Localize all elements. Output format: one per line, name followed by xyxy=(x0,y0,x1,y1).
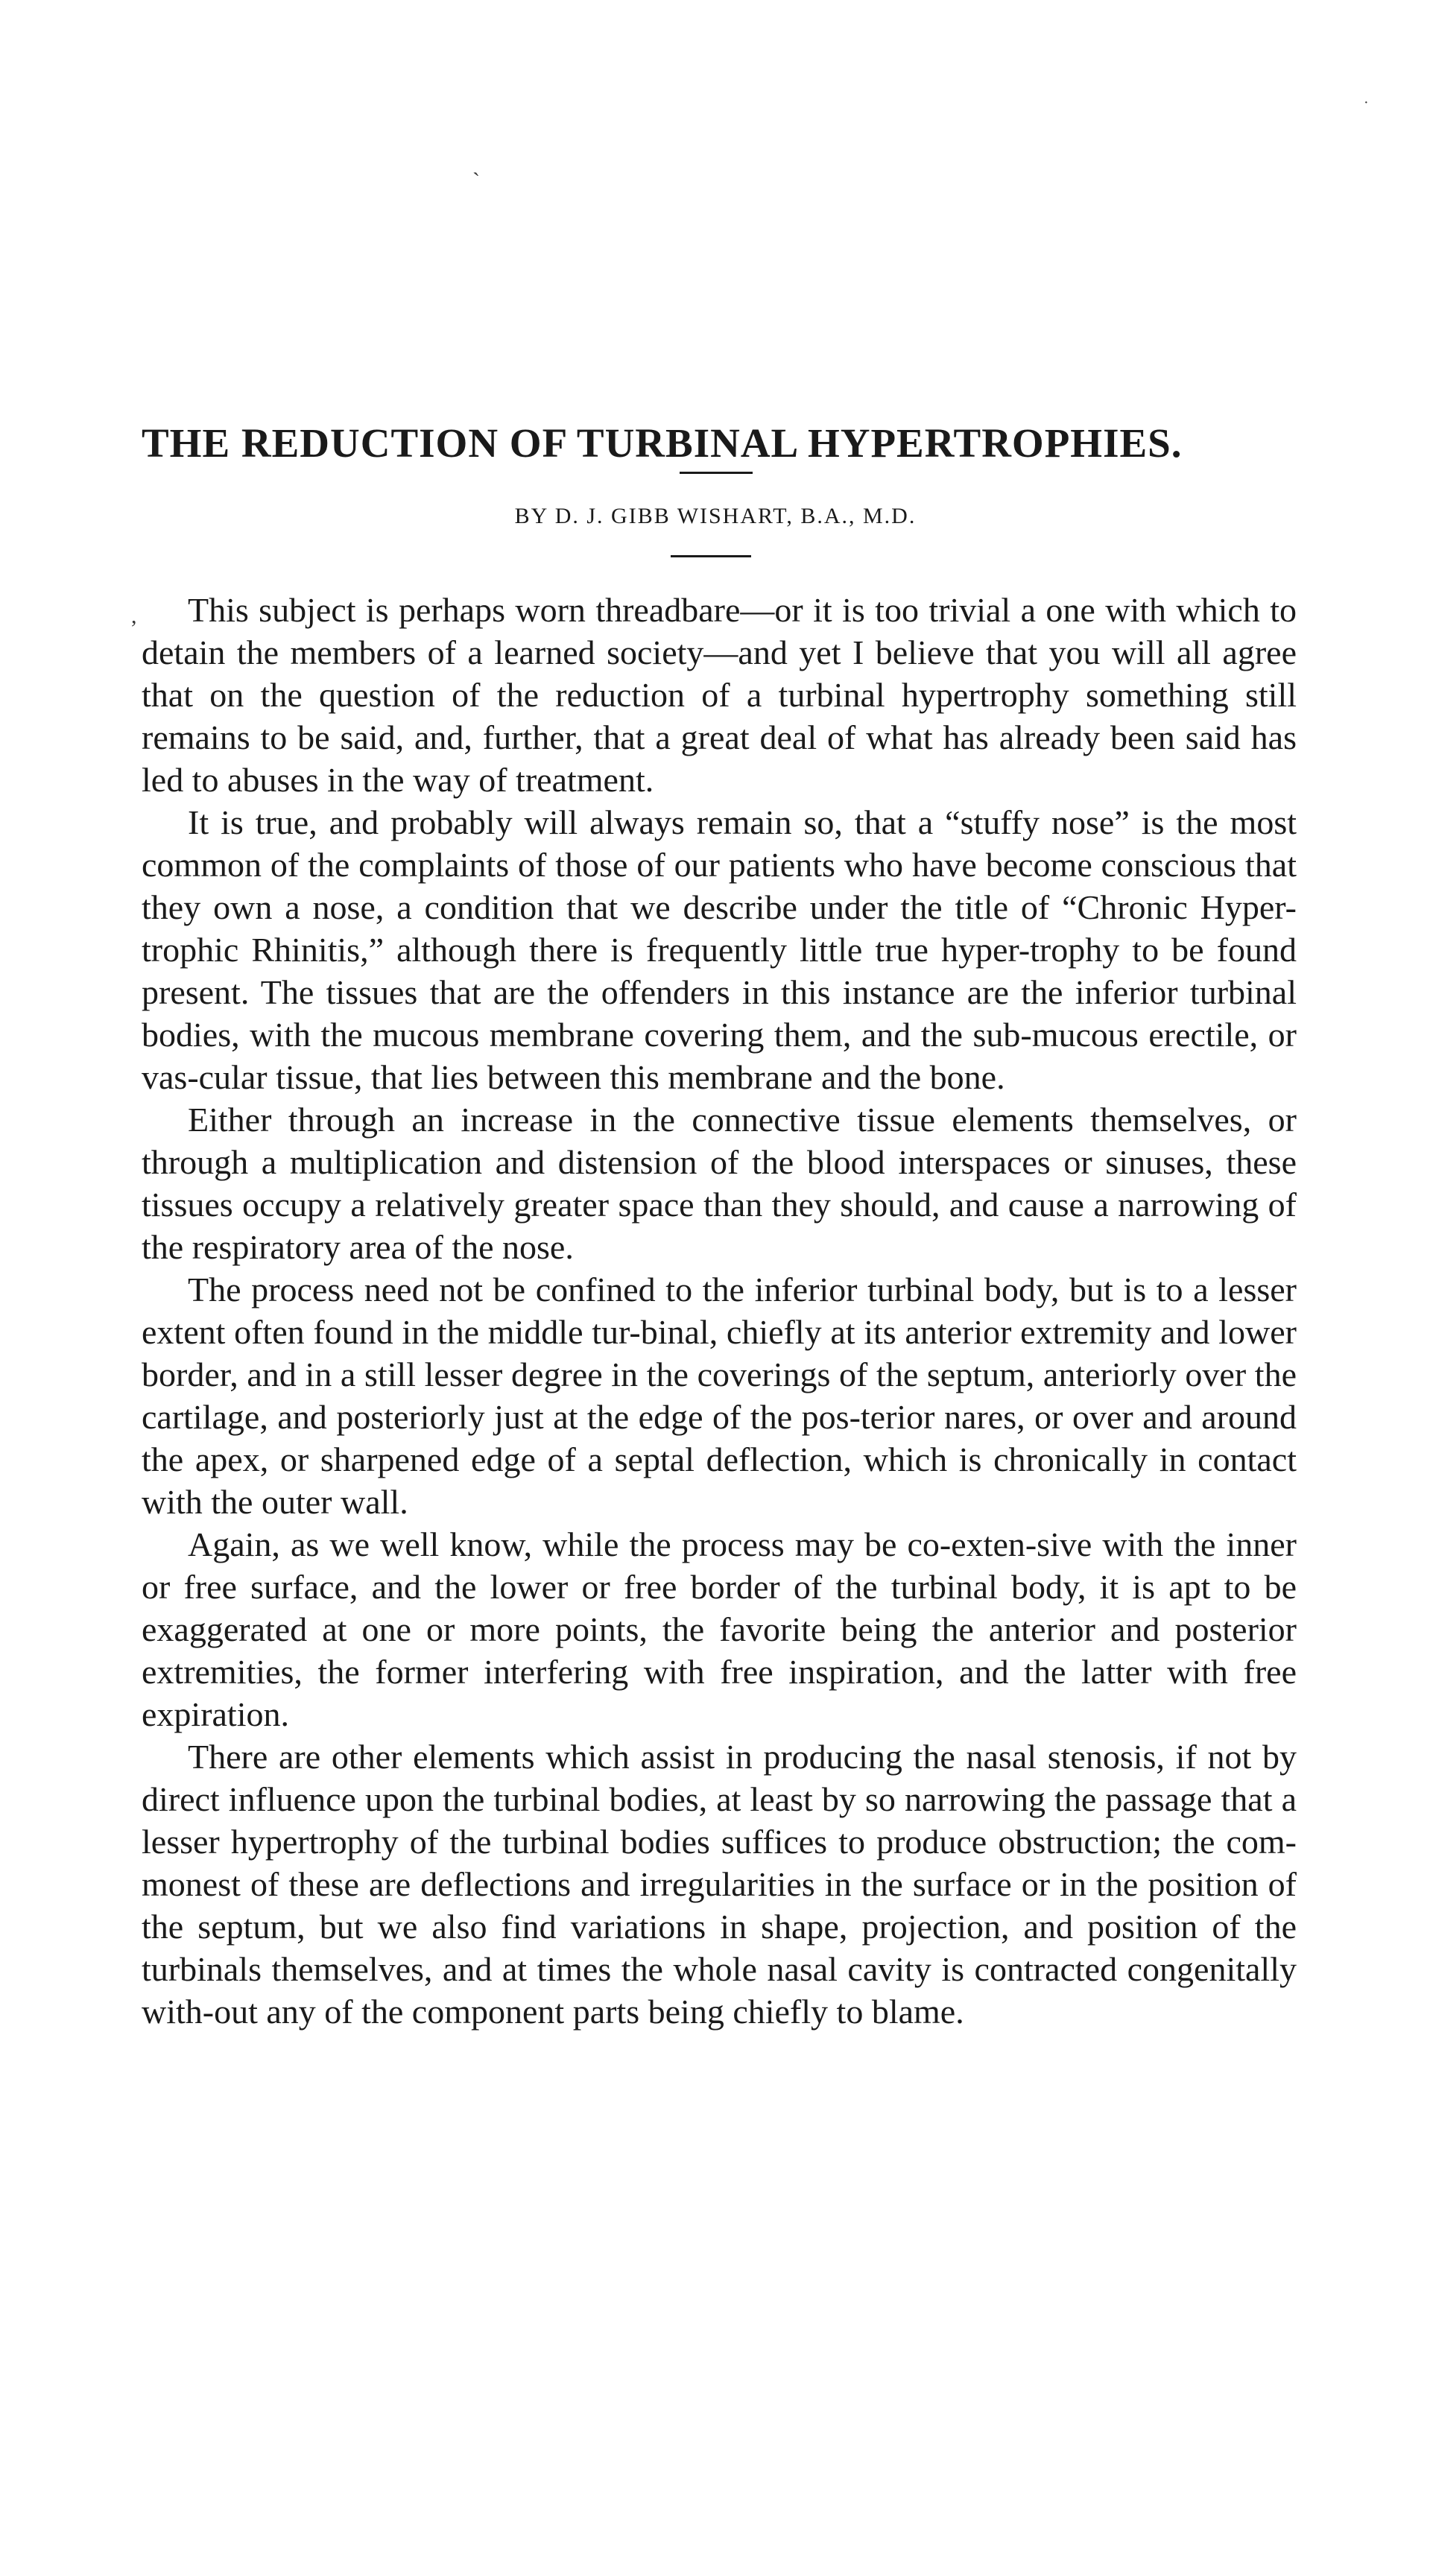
byline-rule xyxy=(671,555,751,557)
margin-tick: , xyxy=(131,604,137,628)
stray-mark: · xyxy=(1364,95,1369,111)
paragraph-3: Either through an increase in the connective tissue elements themselves, or through a multiplication and distension of the blood interspaces or sinuses, these tissues occupy a relatively greater space than they should, and cause a narrowing of the respiratory area of the nose. xyxy=(142,1101,1297,1266)
stray-mark: ` xyxy=(472,168,480,193)
paragraph-4: The process need not be confined to the inferior turbinal body, but is to a lesser extent often found in the middle tur-binal, chiefly at its anterior extremity and lower border, and in a still lesser degree in the coverings of the septum, anteriorly over the cartilage, and posteriorly just at the edge of the pos-terior nares, or over and around the apex, or sharpened edge of a septal deflection, which is chronically in contact with the outer wall. xyxy=(142,1270,1297,1521)
paragraph-1: This subject is perhaps worn threadbare—or it is too trivial a one with which to detain the members of a learned society—and yet I believe that you will all agree that on the question of the reduction of a turbinal hypertrophy something still remains to be said, and, further, that a great deal of what has already been said has led to abuses in the way of treatment. xyxy=(142,591,1297,799)
paragraph-6: There are other elements which assist in producing the nasal stenosis, if not by direct influence upon the turbinal bodies, at least by so narrowing the passage that a lesser hypertrophy of the turbinal bodies suffices to produce obstruction; the com-monest of these are deflections and irregularities in the surface or in the position of the septum, but we also find variations in shape, projection, and position of the turbinals themselves, and at times the whole nasal cavity is contracted congenitally with-out any of the component parts being chiefly to blame. xyxy=(142,1738,1297,2031)
article-title: THE REDUCTION OF TURBINAL HYPERTROPHIES. xyxy=(142,420,1183,466)
title-rule xyxy=(680,472,753,474)
article-body xyxy=(142,589,1297,2033)
paragraph-2: It is true, and probably will always remain so, that a “stuffy nose” is the most common of the complaints of those of our patients who have become conscious that they own a nose, a condition that we describe under the title of “Chronic Hyper-trophic Rhinitis,” although there is frequently little true hyper-trophy to be found present. The tissues that are the offenders in this instance are the inferior turbinal bodies, with the mucous membrane covering them, and the sub-mucous erectile, or vas-cular tissue, that lies between this membrane and the bone. xyxy=(142,803,1297,1096)
author-byline: BY D. J. GIBB WISHART, B.A., M.D. xyxy=(514,504,917,528)
paragraph-5: Again, as we well know, while the process may be co-exten-sive with the inner or free surface, and the lower or free border of the turbinal body, it is apt to be exaggerated at one or more points, the favorite being the anterior and posterior extremities, the former interfering with free inspiration, and the latter with free expiration. xyxy=(142,1525,1297,1733)
